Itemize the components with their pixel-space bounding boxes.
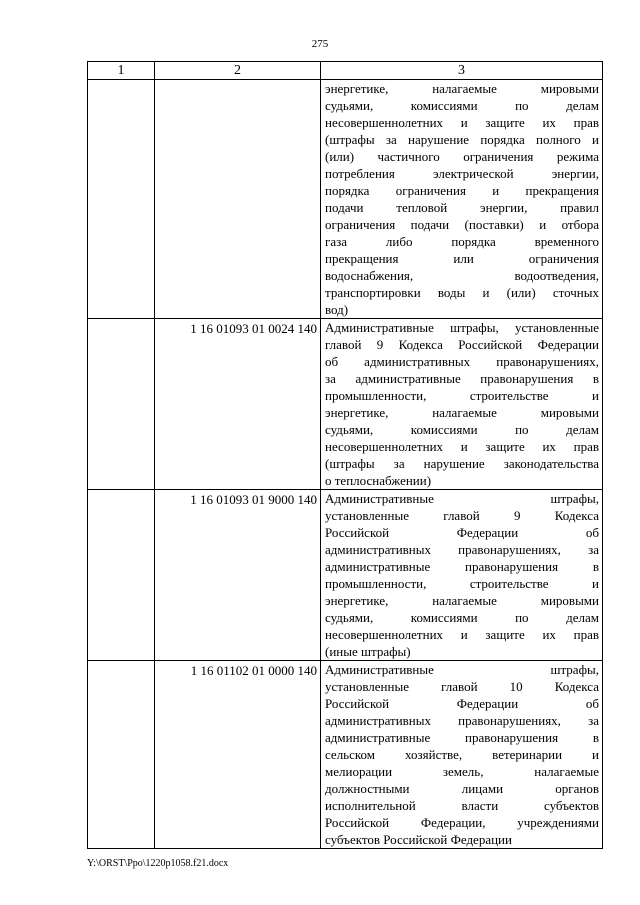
budget-code-cell: 1 16 01093 01 0024 140 [155, 319, 321, 490]
header-col-2: 2 [155, 62, 321, 80]
description-line: вод) [325, 302, 349, 317]
row-number-cell [88, 319, 155, 490]
description-line: установленные главой 9 Кодекса [325, 508, 599, 523]
description-line: административные правонарушения в [325, 559, 599, 574]
description-line: Российской Федерации, учреждениями [325, 815, 599, 830]
description-line: мелиорации земель, налагаемые [325, 764, 599, 779]
description-line: должностными лицами органов [325, 781, 599, 796]
description-line: водоснабжения, водоотведения, [325, 268, 599, 283]
budget-codes-table [87, 61, 603, 849]
description-line: сельском хозяйстве, ветеринарии и [325, 747, 599, 762]
table-row [88, 490, 603, 661]
description-line: несовершеннолетних и защите их прав [325, 627, 599, 642]
description-line: (штрафы за нарушение законодательства [325, 456, 599, 471]
description-line: Российской Федерации об [325, 696, 599, 711]
description-line: установленные главой 10 Кодекса [325, 679, 599, 694]
description-line: об административных правонарушениях, [325, 354, 599, 369]
description-line: транспортировки воды и (или) сточных [325, 285, 599, 300]
table-row [88, 661, 603, 849]
description-line: порядка ограничения и прекращения [325, 183, 599, 198]
description-line: главой 9 Кодекса Российской Федерации [325, 337, 599, 352]
description-line: энергетике, налагаемые мировыми [325, 405, 599, 420]
description-line: судьями, комиссиями по делам [325, 610, 599, 625]
description-line: Административные штрафы, [325, 491, 599, 506]
description-line: прекращения или ограничения [325, 251, 599, 266]
footer-file-path: Y:\ORST\Ppo\1220p1058.f21.docx [87, 858, 229, 869]
description-line: несовершеннолетних и защите их прав [325, 115, 599, 130]
description-line: о теплоснабжении) [325, 473, 432, 488]
budget-code-cell: 1 16 01102 01 0000 140 [155, 661, 321, 849]
description-line: подачи тепловой энергии, правил [325, 200, 599, 215]
header-col-1: 1 [88, 62, 155, 80]
description-line: энергетике, налагаемые мировыми [325, 81, 599, 96]
description-cell [321, 80, 603, 319]
budget-code-cell: 1 16 01093 01 9000 140 [155, 490, 321, 661]
description-cell [321, 490, 603, 661]
description-line: энергетике, налагаемые мировыми [325, 593, 599, 608]
description-line: судьями, комиссиями по делам [325, 98, 599, 113]
description-line: несовершеннолетних и защите их прав [325, 439, 599, 454]
description-line: Административные штрафы, [325, 662, 599, 677]
description-line: потребления электрической энергии, [325, 166, 599, 181]
description-line: субъектов Российской Федерации [325, 832, 512, 847]
description-line: промышленности, строительстве и [325, 388, 599, 403]
description-line: административных правонарушениях, за [325, 542, 599, 557]
table-row [88, 319, 603, 490]
description-line: административных правонарушениях, за [325, 713, 599, 728]
row-number-cell [88, 661, 155, 849]
row-number-cell [88, 490, 155, 661]
description-line: Административные штрафы, установленные [325, 320, 599, 335]
table-header-row [88, 62, 603, 80]
description-line: газа либо порядка временного [325, 234, 599, 249]
description-line: исполнительной власти субъектов [325, 798, 599, 813]
description-line: за административные правонарушения в [325, 371, 599, 386]
description-line: (или) частичного ограничения режима [325, 149, 599, 164]
description-line: ограничения подачи (поставки) и отбора [325, 217, 599, 232]
description-line: (иные штрафы) [325, 644, 411, 659]
budget-code-cell [155, 80, 321, 319]
description-line: административные правонарушения в [325, 730, 599, 745]
table-row [88, 80, 603, 319]
row-number-cell [88, 80, 155, 319]
table-body [88, 80, 603, 849]
description-line: судьями, комиссиями по делам [325, 422, 599, 437]
description-cell [321, 661, 603, 849]
page-number: 275 [311, 38, 329, 50]
description-line: (штрафы за нарушение порядка полного и [325, 132, 599, 147]
description-line: Российской Федерации об [325, 525, 599, 540]
description-line: промышленности, строительстве и [325, 576, 599, 591]
description-cell [321, 319, 603, 490]
header-col-3: 3 [321, 62, 603, 80]
